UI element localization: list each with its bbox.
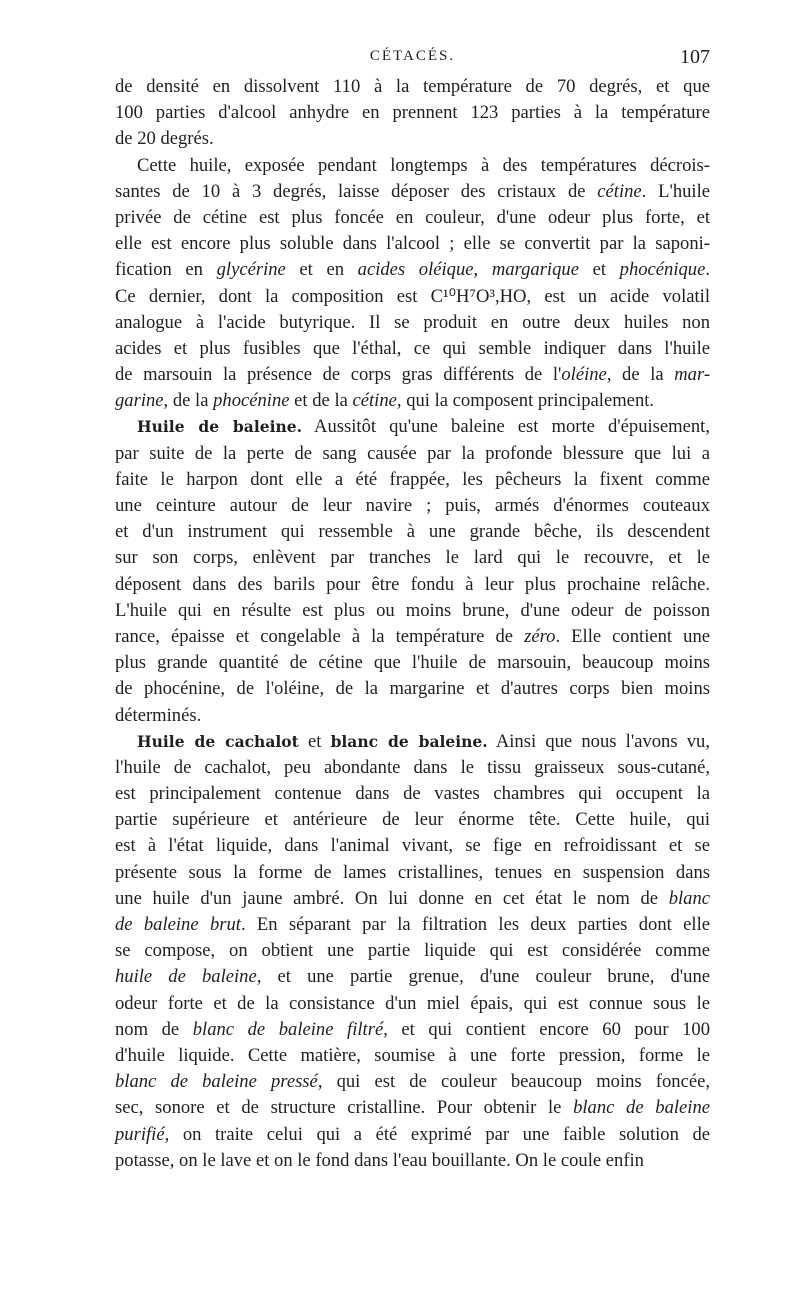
text-run: elle est encore plus soluble dans l'alcool ; elle se convertit par la saponi-: [115, 233, 710, 255]
text-run: déposent dans des barils pour être fondu à leur plus prochaine relâche.: [115, 573, 710, 595]
text-line: [115, 493, 710, 519]
text-line: [115, 545, 710, 571]
text-line: [115, 833, 710, 859]
text-run: . Elle contient une: [555, 625, 710, 647]
text-line: [115, 938, 710, 964]
text-line: [115, 336, 710, 362]
text-run: , et qui contient encore 60 pour 100: [383, 1018, 711, 1040]
text-run: privée de cétine est plus foncée en couleur, d'une odeur plus forte, et: [115, 206, 710, 228]
text-line: [115, 676, 710, 702]
text-run: Ce dernier, dont la composition est C¹⁰H⁷O³,HO, est un acide volatil: [115, 285, 710, 307]
text-run: et d'un instrument qui ressemble à une grande bêche, ils descendent: [115, 521, 710, 543]
text-run: une huile d'un jaune ambré. On lui donne en cet état le nom de: [115, 887, 669, 909]
text-run: une ceinture autour de leur navire ; puis, armés d'énormes couteaux: [115, 495, 710, 516]
text-run: sur son corps, enlèvent par tranches le lard qui le recouvre, et le: [115, 547, 710, 569]
running-title: CÉTACÉS.: [369, 48, 456, 64]
section-heading: blanc de baleine.: [330, 731, 488, 751]
text-run: odeur forte et de la consistance d'un miel épais, qui est connue sous le: [115, 992, 710, 1014]
text-line: [115, 703, 710, 729]
italic-term: margarique: [491, 259, 579, 281]
italic-term: de baleine brut: [115, 914, 241, 935]
section-heading: Huile de baleine.: [137, 417, 302, 437]
text-run: est à l'état liquide, dans l'animal vivant, se fige en refroidissant et se: [115, 835, 710, 857]
section-heading: Huile de cachalot: [137, 731, 299, 751]
text-run: Cette huile, exposée pendant longtemps à des températures décrois-: [137, 154, 710, 176]
text-line: [115, 467, 710, 493]
italic-term: purifié: [115, 1123, 165, 1145]
text-run: ,: [473, 259, 492, 281]
text-line: [115, 572, 710, 598]
text-run: de marsouin la présence de corps gras différents de l': [115, 364, 562, 386]
text-line: [115, 964, 710, 990]
text-run: l'huile de cachalot, peu abondante dans le tissu graisseux sous-cutané,: [115, 756, 710, 778]
text-run: et de la: [289, 390, 353, 412]
text-run: santes de 10 à 3 degrés, laisse déposer des cristaux de: [115, 180, 598, 202]
text-line: [115, 74, 710, 100]
text-run: et en: [285, 259, 358, 281]
text-run: 100 parties d'alcool anhydre en prennent 123 parties à la température: [115, 102, 710, 124]
text-run: , on traite celui qui a été exprimé par une faible solution de: [164, 1123, 710, 1145]
text-run: . En séparant par la filtration les deux parties dont elle: [240, 914, 710, 935]
text-run: . L'huile: [641, 180, 710, 202]
text-run: plus grande quantité de cétine que l'huile de marsouin, beaucoup moins: [115, 652, 710, 674]
text-line: [115, 153, 710, 179]
italic-term: zéro: [524, 625, 556, 647]
text-run: , de la: [606, 364, 675, 386]
text-line: [115, 729, 710, 755]
text-line: [115, 1148, 710, 1174]
text-run: nom de: [115, 1018, 193, 1040]
text-run: et: [298, 730, 331, 752]
italic-term: blanc de baleine filtré: [192, 1018, 384, 1040]
text-run: de 20 degrés.: [115, 128, 214, 150]
text-line: [115, 231, 710, 257]
text-line: [115, 807, 710, 833]
text-run: , et une partie grenue, d'une couleur brune, d'une: [256, 966, 710, 988]
text-run: déterminés.: [115, 704, 202, 726]
text-line: [115, 886, 710, 912]
text-run: sec, sonore et de structure cristalline. Pour obtenir le: [115, 1097, 574, 1119]
text-line: [115, 441, 710, 467]
text-line: [115, 126, 710, 152]
text-line: [115, 284, 710, 310]
italic-term: garine: [115, 390, 164, 412]
text-run: présente sous la forme de lames cristallines, tenues en suspension dans: [115, 861, 710, 883]
text-line: [115, 991, 710, 1017]
text-line: [115, 624, 710, 650]
text-line: [115, 650, 710, 676]
italic-term: huile de baleine: [115, 966, 257, 988]
text-run: de phocénine, de l'oléine, de la margarine et d'autres corps bien moins: [115, 678, 710, 700]
text-run: faite le harpon dont elle a été frappée, les pêcheurs la fixent comme: [115, 468, 710, 490]
italic-term: phocénique: [619, 259, 706, 281]
italic-term: glycérine: [216, 259, 286, 281]
text-run: fication en: [115, 259, 217, 281]
text-line: [115, 519, 710, 545]
text-run: par suite de la perte de sang causée par la profonde blessure que lui a: [115, 442, 710, 464]
text-line: [115, 257, 710, 283]
text-line: [115, 414, 710, 440]
text-run: d'huile liquide. Cette matière, soumise à une forte pression, forme le: [115, 1044, 710, 1066]
text-line: [115, 1069, 710, 1095]
page-number: 107: [680, 46, 710, 68]
text-line: [115, 1095, 710, 1121]
text-run: est principalement contenue dans de vastes chambres qui occupent la: [115, 783, 710, 805]
text-run: , qui la composent principalement.: [396, 390, 655, 412]
text-line: [115, 100, 710, 126]
text-run: L'huile qui en résulte est plus ou moins brune, d'une odeur de poisson: [115, 599, 710, 621]
body-text: [115, 74, 710, 1174]
text-line: [115, 362, 710, 388]
text-run: acides et plus fusibles que l'éthal, ce qui semble indiquer dans l'huile: [115, 337, 710, 359]
text-line: [115, 388, 710, 414]
text-line: [115, 1122, 710, 1148]
text-line: [115, 310, 710, 336]
text-line: [115, 179, 710, 205]
text-run: potasse, on le lave et on le fond dans l'eau bouillante. On le coule enfin: [115, 1149, 644, 1171]
italic-term: acides oléique: [357, 259, 474, 281]
text-run: , de la: [163, 390, 214, 412]
text-run: et: [578, 259, 620, 281]
text-line: [115, 755, 710, 781]
text-line: [115, 205, 710, 231]
text-run: de densité en dissolvent 110 à la température de 70 degrés, et que: [115, 76, 710, 97]
italic-term: phocénine: [213, 390, 290, 412]
text-run: analogue à l'acide butyrique. Il se produit en outre deux huiles non: [115, 311, 710, 333]
text-line: [115, 860, 710, 886]
text-line: [115, 598, 710, 624]
text-run: partie supérieure et antérieure de leur énorme tête. Cette huile, qui: [115, 809, 710, 831]
italic-term: blanc de baleine: [573, 1097, 710, 1119]
text-line: [115, 912, 710, 938]
text-line: [115, 1043, 710, 1069]
italic-term: cétine: [597, 180, 642, 202]
italic-term: cétine: [352, 390, 397, 412]
italic-term: blanc de baleine pressé: [115, 1071, 318, 1093]
italic-term: mar-: [674, 364, 711, 386]
text-run: .: [705, 259, 711, 281]
text-line: [115, 1017, 710, 1043]
text-run: , qui est de couleur beaucoup moins foncée,: [317, 1071, 710, 1093]
text-line: [115, 781, 710, 807]
text-run: Aussitôt qu'une baleine est morte d'épuisement,: [301, 416, 710, 438]
text-run: rance, épaisse et congelable à la température de: [115, 625, 525, 647]
text-run: se compose, on obtient une partie liquide qui est considérée comme: [115, 940, 710, 962]
italic-term: blanc: [668, 887, 710, 909]
running-header: [115, 48, 710, 70]
italic-term: oléine: [561, 364, 607, 386]
text-run: Ainsi que nous l'avons vu,: [487, 730, 711, 752]
